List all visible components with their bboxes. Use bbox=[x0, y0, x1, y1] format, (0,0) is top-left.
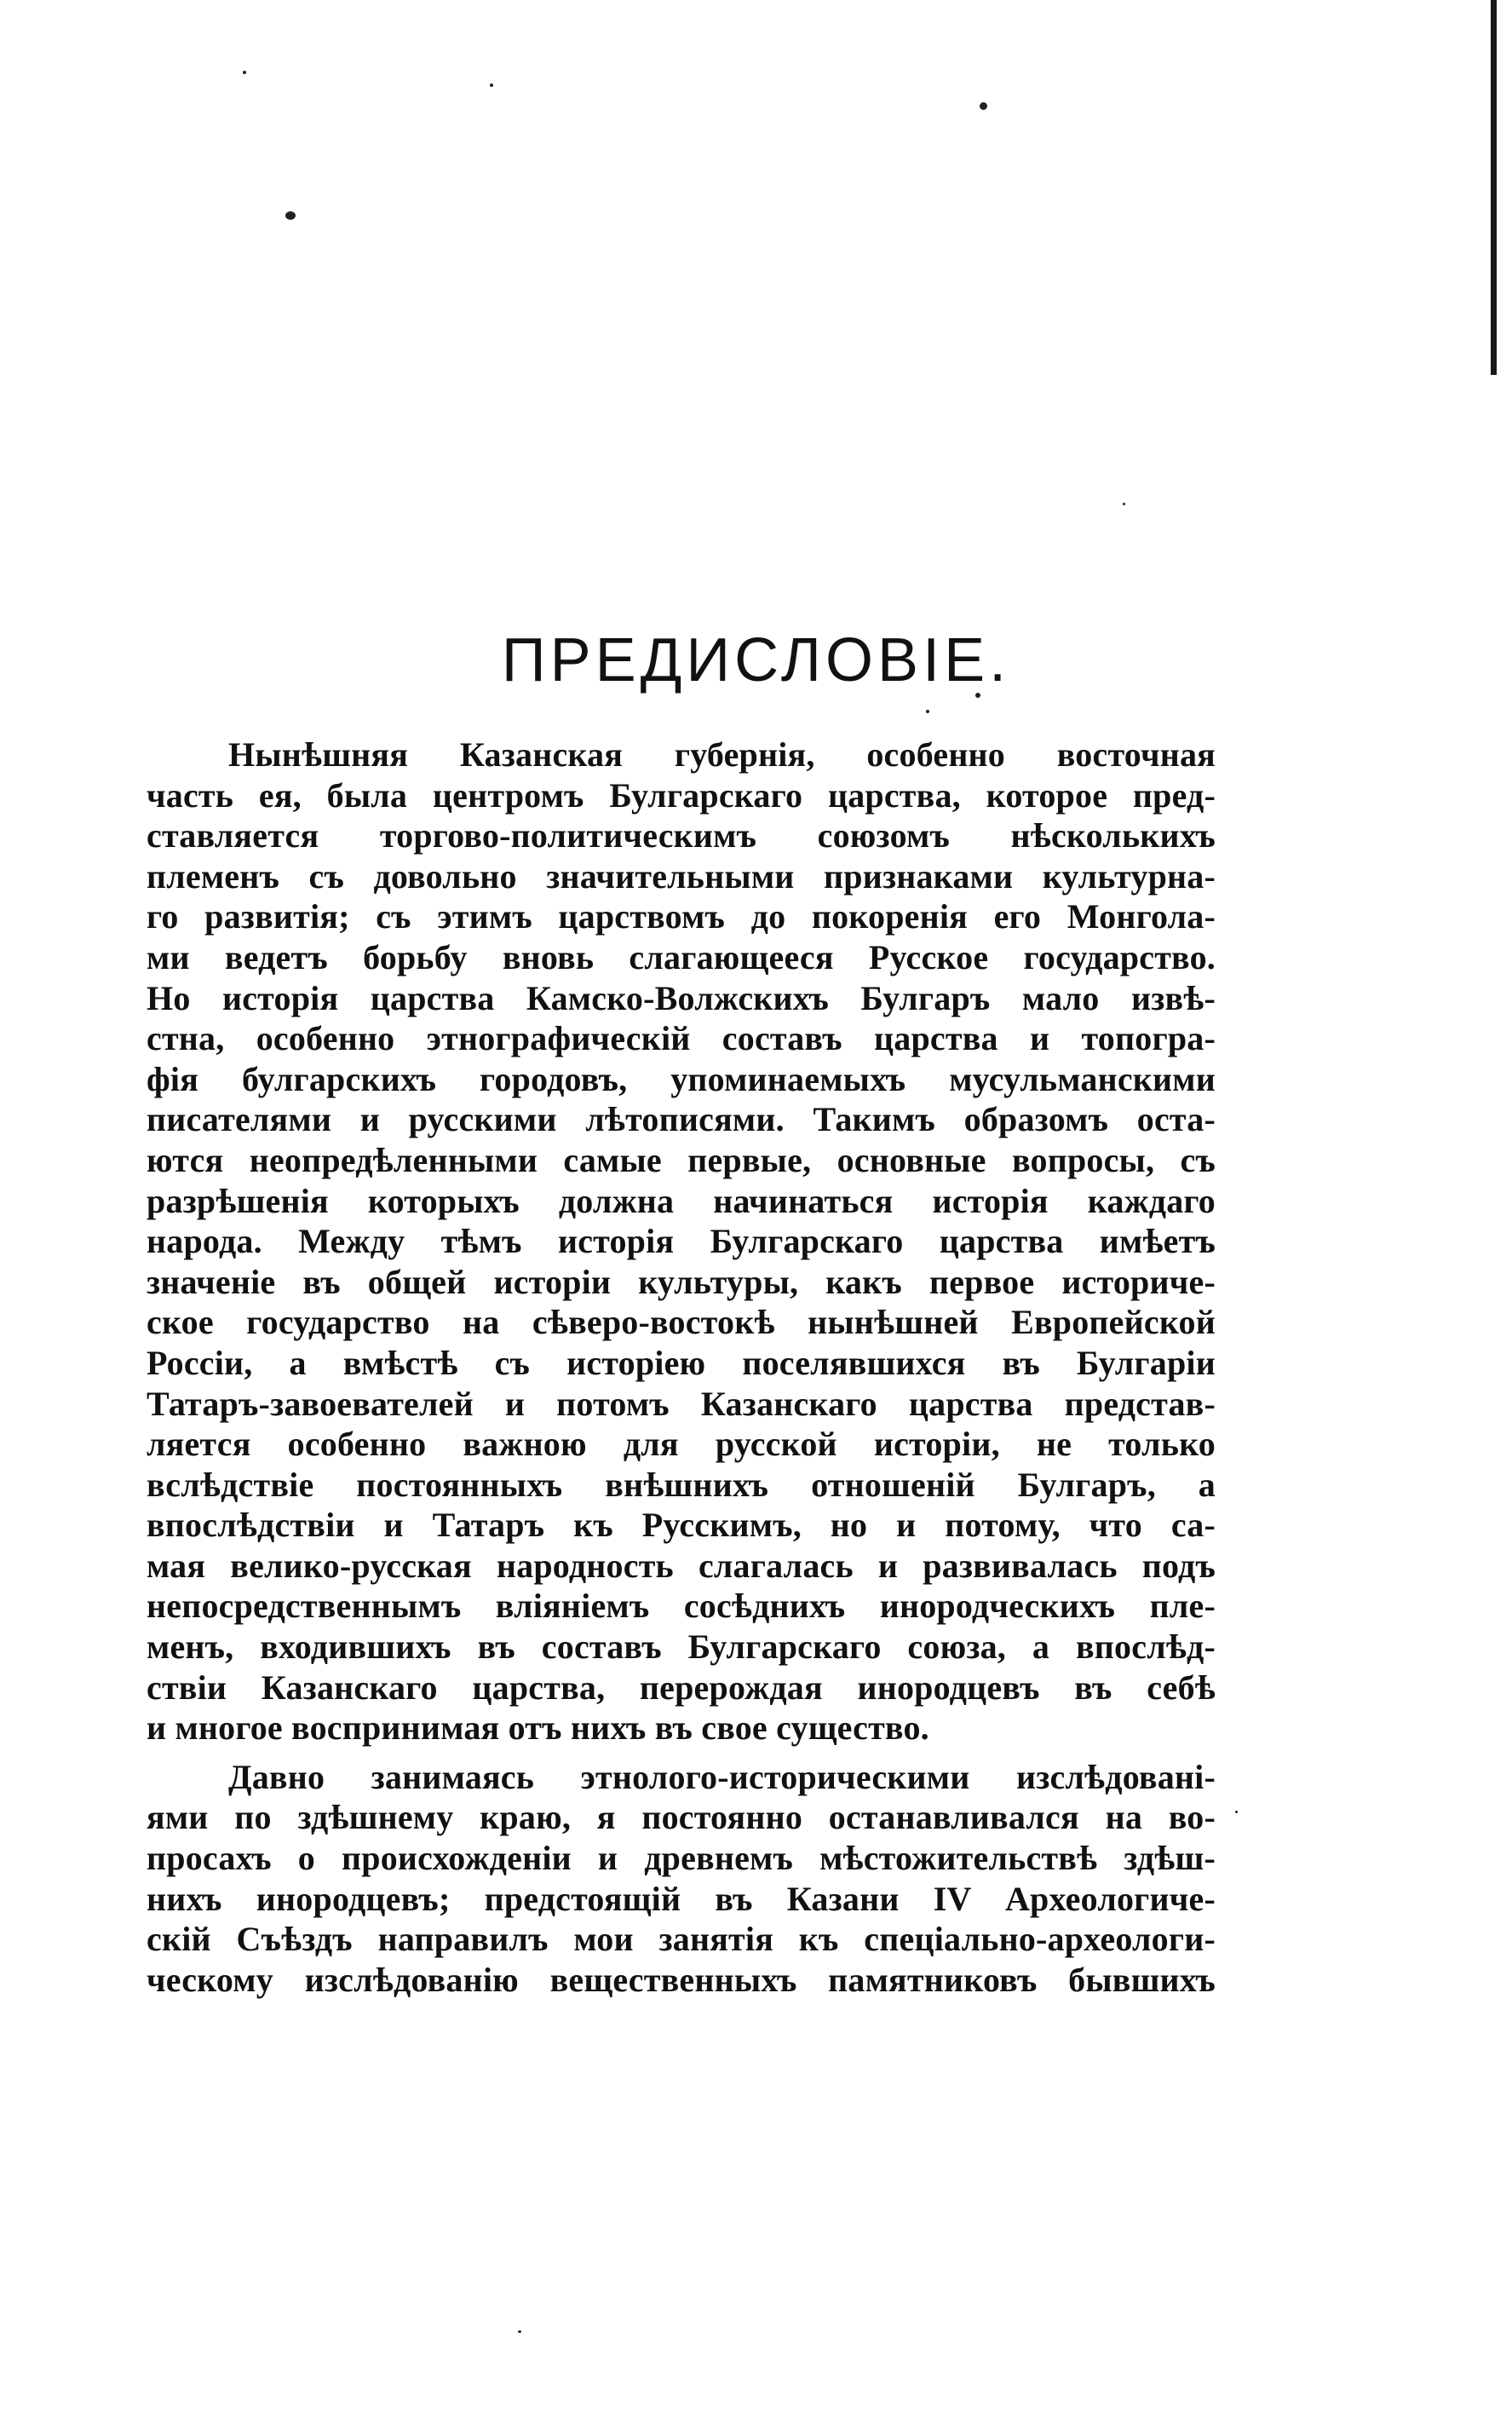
text-line: вслѣдствіе постоянныхъ внѣшнихъ отношеній Булгаръ, а bbox=[147, 1465, 1216, 1504]
scan-speck bbox=[243, 71, 246, 74]
scan-speck bbox=[490, 84, 493, 87]
text-line: мая велико-русская народность слагалась и развивалась подъ bbox=[147, 1546, 1216, 1585]
text-line: разрѣшенія которыхъ должна начинаться исторія каждаго bbox=[147, 1181, 1216, 1220]
page-edge-shadow bbox=[1491, 0, 1497, 375]
text-line: непосредственнымъ вліяніемъ сосѣднихъ инородческихъ пле- bbox=[147, 1587, 1216, 1626]
text-line: го развитія; съ этимъ царствомъ до покоренія его Монгола- bbox=[147, 897, 1216, 936]
text-line: просахъ о происхожденіи и древнемъ мѣстожительствѣ здѣш- bbox=[147, 1839, 1216, 1878]
text-line: Но исторія царства Камско-Волжскихъ Булгаръ мало извѣ- bbox=[147, 978, 1216, 1017]
text-line: писателями и русскими лѣтописями. Такимъ образомъ оста- bbox=[147, 1100, 1216, 1139]
text-line: ческому изслѣдованію вещественныхъ памятниковъ бывшихъ bbox=[147, 1960, 1216, 1999]
text-line: ское государство на сѣверо-востокѣ нынѣшней Европейской bbox=[147, 1303, 1216, 1342]
body-text bbox=[147, 734, 1216, 2000]
text-line: скій Съѣздъ направилъ мои занятія къ спеціально-археологи- bbox=[147, 1920, 1216, 1959]
text-line: нихъ инородцевъ; предстоящій въ Казани IV Археологиче- bbox=[147, 1879, 1216, 1918]
scan-speck bbox=[1123, 503, 1125, 505]
text-line: народа. Между тѣмъ исторія Булгарскаго царства имѣетъ bbox=[147, 1222, 1216, 1261]
scan-speck bbox=[285, 211, 296, 220]
text-line: Давно занимаясь этнолого-историческими изслѣдовані- bbox=[228, 1757, 1216, 1796]
page-title: ПРЕДИСЛОВІЕ. bbox=[501, 626, 1011, 694]
text-line: значеніе въ общей исторіи культуры, какъ первое историче- bbox=[147, 1262, 1216, 1301]
scan-speck bbox=[518, 2330, 521, 2333]
scan-speck bbox=[1235, 1811, 1238, 1813]
text-line: Татаръ-завоевателей и потомъ Казанскаго царства представ- bbox=[147, 1384, 1216, 1423]
text-line: ями по здѣшнему краю, я постоянно останавливался на во- bbox=[147, 1798, 1216, 1837]
text-line: Нынѣшняя Казанская губернія, особенно восточная bbox=[228, 735, 1216, 774]
scan-speck bbox=[980, 102, 987, 110]
scan-speck bbox=[926, 710, 929, 713]
text-line: ставляется торгово-политическимъ союзомъ нѣсколькихъ bbox=[147, 816, 1216, 855]
text-line: фія булгарскихъ городовъ, упоминаемыхъ мусульманскими bbox=[147, 1059, 1216, 1098]
paragraph-1 bbox=[147, 734, 1216, 1748]
text-line: племенъ съ довольно значительными признаками культурна- bbox=[147, 856, 1216, 896]
text-line: Россіи, а вмѣстѣ съ исторіею поселявшихся въ Булгаріи bbox=[147, 1343, 1216, 1382]
text-line: ствіи Казанскаго царства, перерождая инородцевъ въ себѣ bbox=[147, 1668, 1216, 1707]
text-line: часть ея, была центромъ Булгарскаго царства, которое пред- bbox=[147, 775, 1216, 815]
text-line: впослѣдствіи и Татаръ къ Русскимъ, но и потому, что са- bbox=[147, 1506, 1216, 1545]
text-line: ются неопредѣленными самые первые, основные вопросы, съ bbox=[147, 1140, 1216, 1179]
text-line: ми ведетъ борьбу вновь слагающееся Русское государство. bbox=[147, 937, 1216, 976]
text-line: ляется особенно важною для русской исторіи, не только bbox=[147, 1425, 1216, 1464]
paragraph-2 bbox=[147, 1757, 1216, 2001]
text-line: стна, особенно этнографическій составъ царства и топогра- bbox=[147, 1019, 1216, 1058]
text-line: менъ, входившихъ въ составъ Булгарскаго союза, а впослѣд- bbox=[147, 1627, 1216, 1667]
text-line: и многое воспринимая отъ нихъ въ свое существо. bbox=[147, 1708, 929, 1748]
